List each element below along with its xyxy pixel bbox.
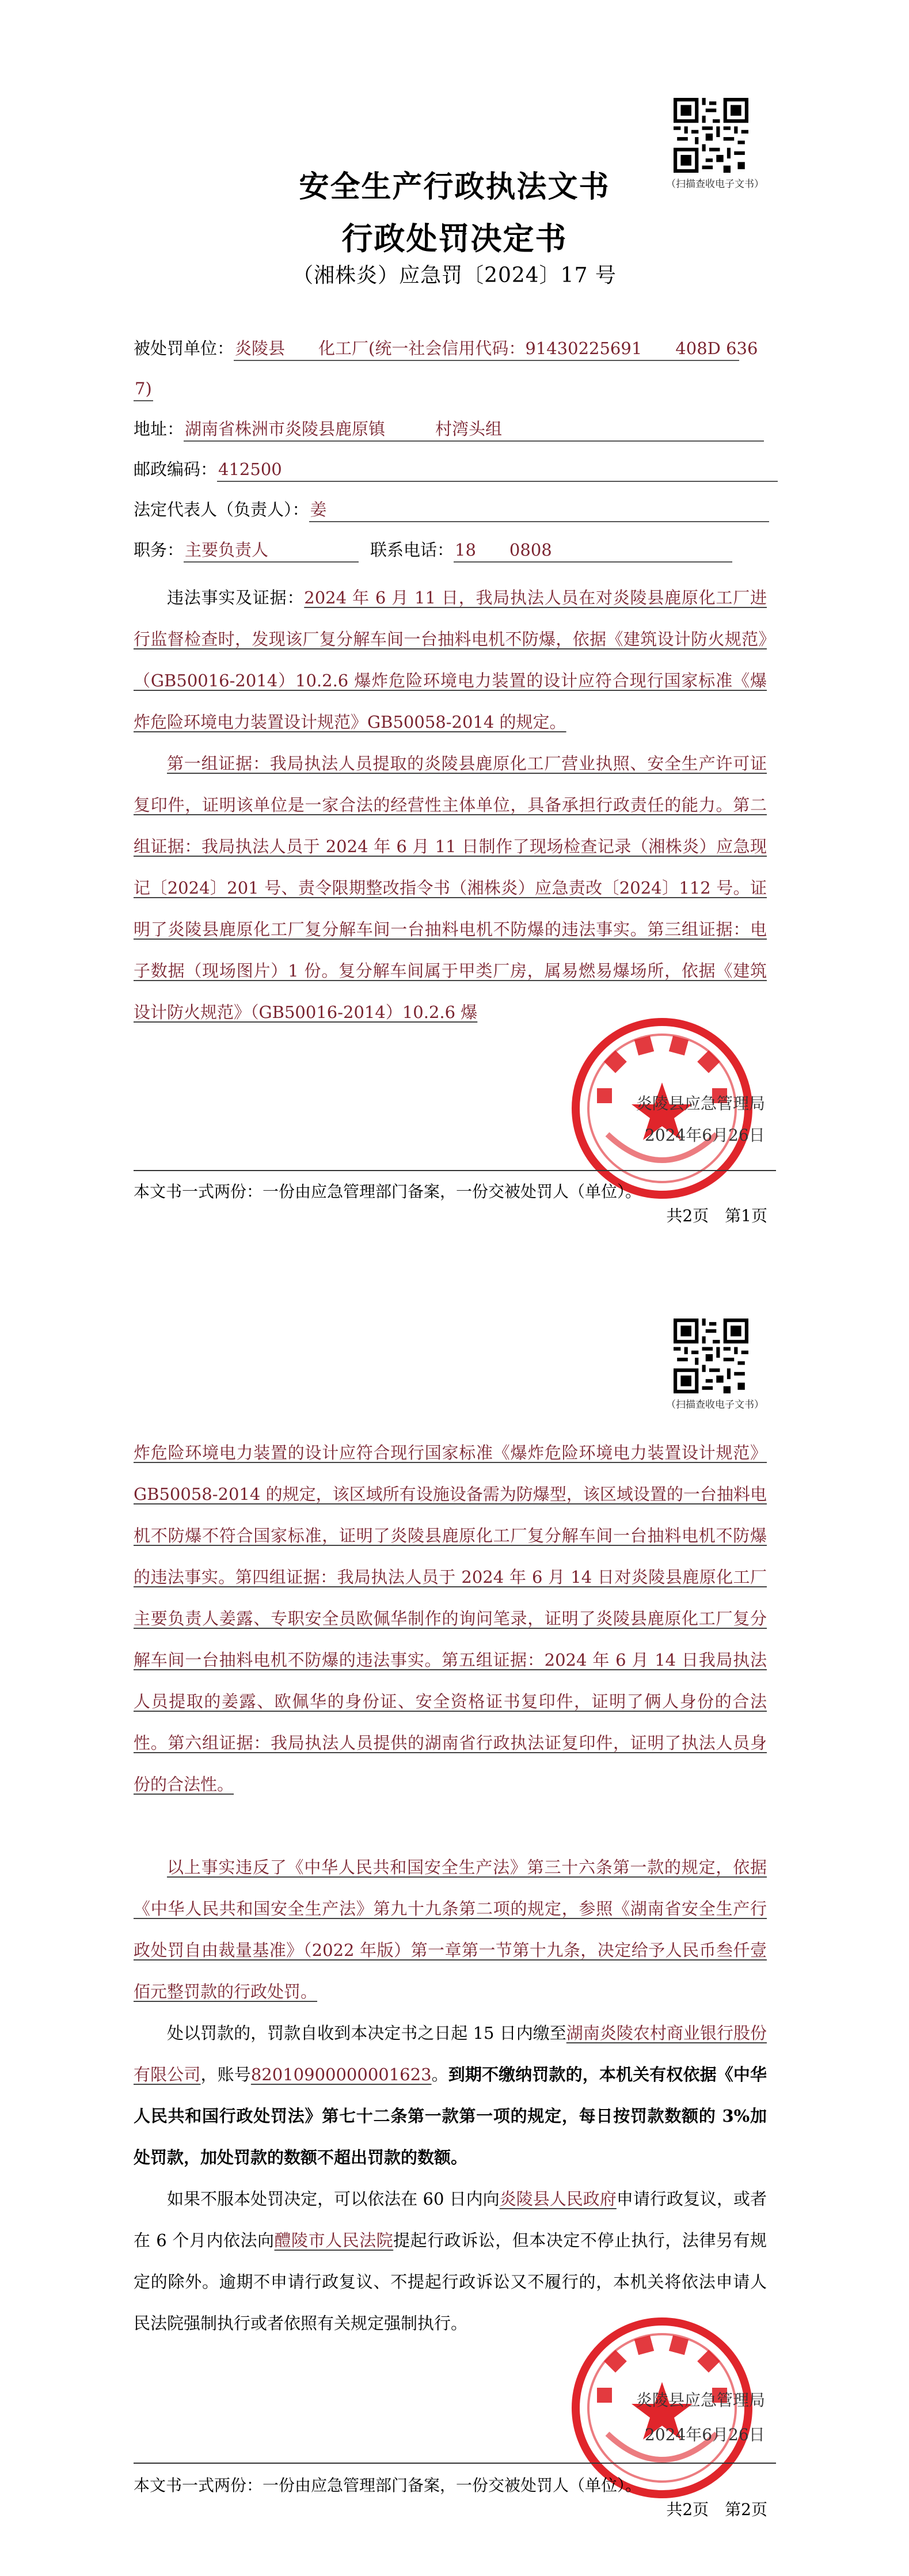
account-number: 82010900000001623 — [250, 2065, 432, 2084]
postcode-value: 412500 — [217, 458, 778, 482]
payment-paragraph — [134, 2012, 767, 2178]
footer-note: 本文书一式两份：一份由应急管理部门备案，一份交被处罚人（单位）。 — [134, 2476, 642, 2495]
late-penalty-text: 到期不缴纳罚款的，本机关有权依据《中华人民共和国行政处罚法》第七十二条第一款第一项的规定，每日按罚款数额的 3%加处罚款，加处罚款的数额不超出罚款的数额。 — [134, 2065, 767, 2167]
evidence-text-1: 第一组证据：我局执法人员提取的炎陵县鹿原化工厂营业执照、安全生产许可证复印件，证明该单位是一家合法的经营性主体单位，具备承担行政责任的能力。第二组证据：我局执法人员于 2024 年 6 月 11 日制作了现场检查记录（湘株炎）应急现记〔2024〕201 号、责令限期整改指令书（湘株炎）应急责改〔2024〕112 号。证明了炎陵县鹿原化工厂复分解车间一台抽料电机不防爆的违法事实。第三组证据：电子数据（现场图片）1 份。复分解车间属于甲类厂房，属易燃易爆场所，依据《建筑设计防火规范》（GB50016-2014）10.2.6 爆 — [134, 754, 767, 1022]
seal-date-text: 2024年6月26日 — [645, 1126, 765, 1145]
review-authority: 炎陵县人民政府 — [499, 2189, 617, 2209]
address-row — [134, 417, 764, 442]
footer-divider — [134, 1170, 776, 1171]
court-name: 醴陵市人民法院 — [274, 2231, 394, 2250]
footer-note: 本文书一式两份：一份由应急管理部门备案，一份交被处罚人（单位）。 — [134, 1182, 642, 1201]
violation-conclusion-text: 以上事实违反了《中华人民共和国安全生产法》第三十六条第一款的规定，依据《中华人民共和国安全生产法》第九十九条第二项的规定，参照《湖南省安全生产行政处罚自由裁量基准》（2022 年版）第一章第一节第十九条，决定给予人民币叁仟壹佰元整罚款的行政处罚。 — [134, 1857, 767, 2001]
evidence-paragraph-2 — [134, 1432, 767, 1805]
party-row — [134, 337, 758, 361]
bank-name: 湖南炎陵农村商业银行股份有限公司 — [134, 2023, 767, 2084]
footer-divider — [134, 2463, 776, 2464]
phone-label: 联系电话： — [370, 540, 454, 560]
address-label: 地址： — [134, 419, 184, 439]
postcode-label: 邮政编码： — [134, 459, 218, 479]
evidence-paragraph-1 — [134, 743, 767, 1033]
document-number: （湘株炎）应急罚〔2024〕17 号 — [292, 264, 617, 287]
legal-rep-value: 姜 — [309, 498, 769, 522]
seal-org-text: 炎陵县应急管理局 — [636, 2391, 766, 2410]
appeal-text-c: 提起行政诉讼，但本决定不停止执行，法律另有规定的除外。逾期不申请行政复议、不提起行政诉讼又不履行的，本机关将依法申请人民法院强制执行或者依照有关规定强制执行。 — [134, 2231, 767, 2333]
qr-caption: （扫描查收电子文书） — [666, 1399, 764, 1411]
legal-rep-row — [134, 498, 769, 522]
party-label: 被处罚单位： — [134, 339, 234, 358]
appeal-text-b: 申请行政复议，或者在 6 个月内依法向 — [134, 2189, 767, 2250]
page-number: 共2页 第1页 — [666, 1206, 767, 1225]
postcode-row — [134, 458, 778, 482]
seal-date-text: 2024年6月26日 — [645, 2425, 765, 2444]
party-value: 炎陵县 化工厂(统一社会信用代码：91430225691 408D 636 — [234, 337, 739, 361]
violation-conclusion-paragraph — [134, 1846, 767, 2012]
party-value-cont: 7) — [134, 377, 153, 401]
document-category-title: 安全生产行政执法文书 — [299, 169, 610, 204]
violation-facts-paragraph — [134, 577, 767, 743]
payment-text-a: 处以罚款的，罚款自收到本决定书之日起 15 日内缴至 — [167, 2023, 566, 2043]
position-label: 职务： — [134, 540, 184, 560]
seal-org-text: 炎陵县应急管理局 — [636, 1094, 766, 1113]
qr-code-icon[interactable] — [674, 1319, 748, 1393]
violation-facts-lead: 违法事实及证据： — [167, 588, 305, 607]
evidence-text-2: 炸危险环境电力装置的设计应符合现行国家标准《爆炸危险环境电力装置设计规范》GB50058-2014 的规定，该区域所有设施设备需为防爆型，该区域设置的一台抽料电机不防爆不符合国家标准，证明了炎陵县鹿原化工厂复分解车间一台抽料电机不防爆的违法事实。第四组证据：我局执法人员于 2024 年 6 月 14 日对炎陵县鹿原化工厂主要负责人姜露、专职安全员欧佩华制作的询问笔录，证明了炎陵县鹿原化工厂复分解车间一台抽料电机不防爆的违法事实。第五组证据：2024 年 6 月 14 日我局执法人员提取的姜露、欧佩华的身份证、安全资格证书复印件，证明了俩人身份的合法性。第六组证据：我局执法人员提供的湖南省行政执法证复印件，证明了执法人员身份的合法性。 — [134, 1443, 767, 1794]
address-value: 湖南省株洲市炎陵县鹿原镇 村湾头组 — [184, 417, 764, 442]
payment-text-c: 。 — [431, 2065, 448, 2084]
page-2 — [0, 1288, 909, 2576]
qr-code-icon[interactable] — [674, 98, 748, 173]
position-row — [134, 538, 732, 563]
appeal-text-a: 如果不服本处罚决定，可以依法在 60 日内向 — [167, 2189, 500, 2209]
phone-value: 18 0808 — [454, 538, 732, 563]
document-title: 行政处罚决定书 — [341, 220, 568, 257]
position-value: 主要负责人 — [184, 538, 359, 563]
page-number: 共2页 第2页 — [666, 2500, 767, 2519]
violation-facts-text: 2024 年 6 月 11 日，我局执法人员在对炎陵县鹿原化工厂进行监督检查时，发现该厂复分解车间一台抽料电机不防爆，依据《建筑设计防火规范》（GB50016-2014）10.2.6 爆炸危险环境电力装置的设计应符合现行国家标准《爆炸危险环境电力装置设计规范》GB50058-2014 的规定。 — [134, 588, 767, 732]
payment-text-b: ，账号 — [200, 2065, 251, 2084]
legal-rep-label: 法定代表人（负责人）： — [134, 500, 309, 519]
party-row-cont — [134, 377, 153, 401]
qr-caption: （扫描查收电子文书） — [666, 178, 764, 190]
